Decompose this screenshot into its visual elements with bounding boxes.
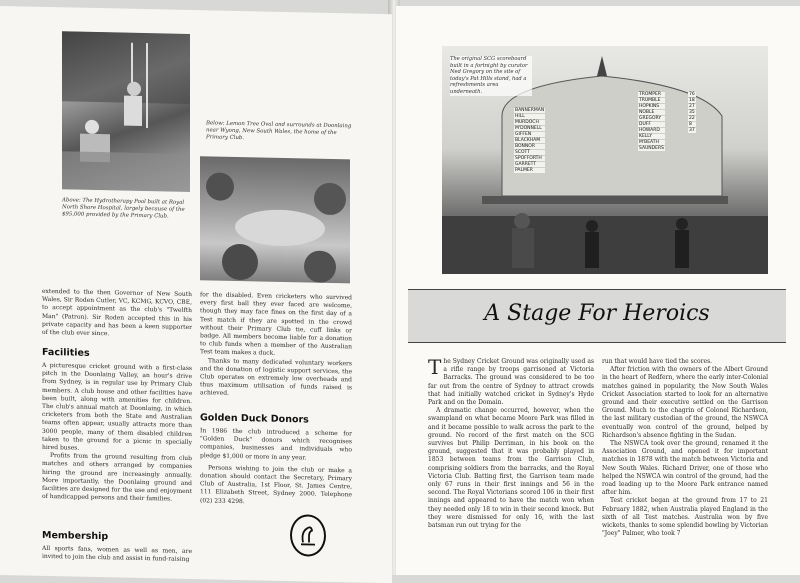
golden-duck-text (200, 427, 352, 508)
left-column-1 (42, 288, 192, 340)
drop-cap: T (428, 355, 442, 379)
board-name: BLACKHAM (514, 138, 545, 143)
scoreboard-photo-caption: The original SCG scoreboard built in a fortnight by curator Ned Gregory on the site of today's Pat Hills stand, had a refreshments area underneath. (450, 56, 532, 96)
pool-photo-caption: Above: The Hydrotherapy Pool built at Royal North Shore Hospital, largely because of the $95,000 provided by the Primary Club. (62, 197, 185, 220)
scg-scoreboard-photo (442, 46, 768, 274)
board-name: SPOFFORTH (514, 156, 545, 161)
golden-duck-paragraph-1: In 1986 the club introduced a scheme for "Golden Duck" donors which recognises companies, businesses and individuals who pledge $1,000 or more in any year. (200, 427, 352, 462)
oval-photo-caption: Below: Lemon Tree Oval and surrounds at Doonlaing near Wyong, New South Wales, the home of the Primary Club. (206, 120, 352, 142)
membership-text (42, 545, 192, 565)
board-name: M'BEATH (638, 140, 665, 145)
board-name: GREGORY (638, 116, 665, 121)
scoreboard-left-names (514, 108, 545, 173)
hydrotherapy-pool-photo (62, 31, 190, 192)
board-score: 22 (689, 116, 695, 121)
facilities-paragraph-2: Profits from the ground resulting from club matches and others arranged by companies hiring the ground are increasingly annually. More importantly, the Doonlaing ground and facilities are designed for the use and enjoyment of handicapped persons and their families. (42, 452, 192, 503)
board-name: HOWARD (638, 128, 665, 133)
board-name: GIFFEN (514, 132, 545, 137)
oval-photo-illustration (200, 156, 350, 283)
board-name: MURDOCH (514, 120, 545, 125)
board-name: HILL (514, 114, 545, 119)
board-name: TRUMBLE (638, 98, 665, 103)
article-paragraph-3: run that would have tied the scores. (602, 358, 713, 365)
right-column-1 (428, 355, 594, 530)
article-paragraph-4: After friction with the owners of the Albert Ground in the heart of Redfern, where the early inter-Colonial matches gained in popularity, the New South Wales Cricket Association started to look for an alternative ground and their executive settled on the Garrison Ground. Much to the chagrin of Colonel Richardson, the last military custodian of the ground, the NSWCA eventually won control of the ground, helped by Richardson's absence fighting in the Sudan. (602, 366, 768, 439)
article-paragraph-6: Test cricket began at the ground from 17 to 21 February 1882, when Australia played England in the sixth of all Test matches. Australia won by five wickets, thanks to some splendid bowling by Victorian "Joey" Palmer, who took 7 (602, 497, 768, 538)
scoreboard-scores (688, 92, 696, 133)
facilities-heading: Facilities (42, 346, 90, 359)
scoreboard-right-names (638, 92, 665, 151)
right-page (396, 6, 800, 575)
membership-paragraph: All sports fans, women as well as men, are invited to join the club and assist in fund-raising (42, 544, 192, 564)
intro-paragraph: extended to the then Governor of New South Wales, Sir Roden Cutler, VC, KCMG, KCVO, CBE, to accept appointment as the club's "Twelfth Man" (Patron). Sir Roden accepted this in his private capacity and has been a keen supporter of the club ever since. (42, 287, 192, 338)
board-score: 18 (689, 98, 695, 103)
right-column-2 (602, 358, 768, 538)
primary-club-duck-logo-icon (290, 514, 326, 557)
board-name: GARRETT (514, 162, 545, 167)
left-column-2 (200, 291, 352, 401)
article-paragraph-1 (428, 355, 594, 407)
golden-duck-heading: Golden Duck Donors (200, 412, 309, 426)
board-name: HOPKINS (638, 104, 665, 109)
board-name: NOBLE (638, 110, 665, 115)
article-title: A Stage For Heroics (484, 301, 710, 326)
article-paragraph-5: The NSWCA took over the ground, renamed it the Association Ground, and opened it for important matches in 1878 with the match between Victoria and New South Wales. Richard Driver, one of those who helped the NSWCA win control of the ground, had the road leading up to the Moore Park entrance named after him. (602, 440, 768, 497)
article-title-band (408, 289, 786, 343)
board-score: 37 (689, 128, 695, 133)
article-paragraph-2: A dramatic change occurred, however, when the swampland on what became Moore Park was filled in and it became possible to walk across the park to the ground. No record of the first match on the SCG survives but Philip Derriman, in his book on the ground, suggested that it was probably played in 1853 between teams from the Garrison Club, comprising soldiers from the barracks, and the Royal Victoria Club. Batting first, the Garrison team made only 67 runs in their first innings and 56 in the second. The Royal Victorians scored 106 in their first innings and appeared to have the match won when they needed only 18 to win in their second knock. But they were dismissed for only 16, with the last batsman run out trying for the (428, 407, 594, 530)
pool-photo-illustration (62, 31, 190, 192)
col2-paragraph-2: Thanks to many dedicated voluntary workers and the donation of logistic support services, the Club operates on extremely low overheads and thus maximum utilisation of funds raised is achieved. (200, 356, 352, 398)
col2-paragraph-1: for the disabled. Even cricketers who survived every first ball they ever faced are welcome, though they may face fines on the first day of a Test match if they are spotted in the crowd without their Primary Club tie, cuff links or badge. All members become liable for a donation to club funds when a member of the Australian Test team makes a duck. (200, 291, 352, 358)
board-name: TROMPER (638, 92, 665, 97)
lemon-tree-oval-photo (200, 156, 350, 283)
membership-heading: Membership (42, 529, 109, 543)
board-name: DUFF (638, 122, 665, 127)
article-paragraph-1-text: he Sydney Cricket Ground was originally used as a rifle range by troops garrisoned at Victoria Barracks. The ground was considered to be too far out from the centre of Sydney to attract crowds that had initially watched cricket in Sydney's Hyde Park and on the Domain. (428, 358, 594, 407)
board-score: 27 (689, 104, 695, 109)
board-name: PALMER (514, 168, 545, 173)
golden-duck-paragraph-2: Persons wishing to join the club or make a donation should contact the Secretary, Primary Club of Australia, 1st Floor, St. James Centre, 111 Elizabeth Street, Sydney 2000. Telephone (02) 233 4298. (200, 464, 352, 505)
board-score: 8 (688, 122, 696, 127)
board-name: SCOTT (514, 150, 545, 155)
board-name: M'DONNELL (514, 126, 545, 131)
board-name: BONNOR (514, 144, 545, 149)
duck-emblem-icon (297, 522, 319, 548)
board-score: 35 (689, 110, 695, 115)
facilities-paragraph-1: A picturesque cricket ground with a first-class pitch in the Doonlaing Valley, an hour's drive from Sydney, is in regular use by Primary Club members. A club house and other facilities have been built, along with amenities for children. The club's annual match at Doonlaing, in which cricketers from both the State and Australian teams often appear, usually attracts more than 3000 people, many of them disabled children taken to the ground for a picnic in specially hired buses. (42, 361, 192, 452)
board-name: KELLY (638, 134, 665, 139)
board-score: 76 (689, 92, 695, 97)
board-name: SAUNDERS (639, 146, 664, 151)
board-name: BANNERMAN (515, 108, 545, 113)
left-page (0, 6, 392, 583)
facilities-text (42, 362, 192, 505)
